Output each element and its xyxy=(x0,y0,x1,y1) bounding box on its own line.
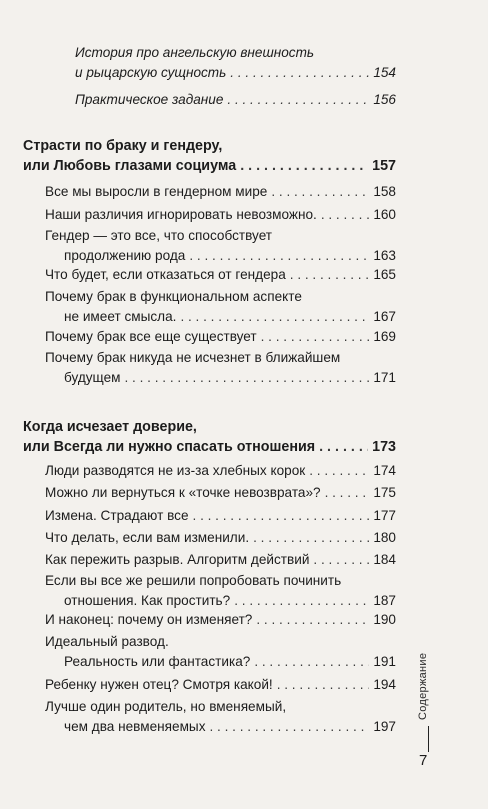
toc-entry-title: Наши различия игнорировать невозможно. xyxy=(45,207,317,222)
toc-entry-title: Как пережить разрыв. Алгоритм действий xyxy=(45,552,310,567)
toc-entry xyxy=(75,90,396,110)
dot-leader xyxy=(234,591,369,611)
toc-page-number: 197 xyxy=(373,719,396,734)
toc-entry xyxy=(45,571,396,611)
toc-page-number: 194 xyxy=(373,677,396,692)
toc-page-number: 187 xyxy=(373,593,396,608)
toc-entry-title-line: продолжению рода xyxy=(64,248,186,263)
toc-entry-title-line: История про ангельскую внешность xyxy=(75,45,315,60)
toc-page-number: 177 xyxy=(373,508,396,523)
chapter-title-line: Страсти по браку и гендеру, xyxy=(23,138,223,154)
toc-page-number: 180 xyxy=(373,530,396,545)
toc-entry xyxy=(45,550,396,570)
dot-leader xyxy=(193,506,370,526)
toc-entry-title-line: не имеет смысла. xyxy=(64,309,177,324)
toc-entry-title: Почему брак все еще существует xyxy=(45,329,257,344)
toc-entry xyxy=(45,675,396,695)
dot-leader xyxy=(271,182,369,202)
toc-page-number: 165 xyxy=(373,267,396,282)
toc-page-number: 158 xyxy=(373,184,396,199)
dot-leader xyxy=(256,610,369,630)
toc-entry-title-line: Идеальный развод. xyxy=(45,634,169,649)
toc-page-number: 173 xyxy=(372,439,396,455)
toc-entry xyxy=(45,461,396,481)
dot-leader xyxy=(290,265,370,285)
toc-entry xyxy=(45,483,396,503)
toc-page-number: 167 xyxy=(373,309,396,324)
toc-entry-title: Что будет, если отказаться от гендера xyxy=(45,267,286,282)
toc-entry xyxy=(45,348,396,388)
toc-page-number: 171 xyxy=(373,370,396,385)
dot-leader xyxy=(309,461,369,481)
toc-chapter-heading xyxy=(23,136,396,176)
dot-leader xyxy=(325,483,370,503)
toc-entry-title: Что делать, если вам изменили. xyxy=(45,530,250,545)
chapter-title-line: Когда исчезает доверие, xyxy=(23,419,197,435)
toc-page-number: 184 xyxy=(373,552,396,567)
chapter-title-line: или Всегда ли нужно спасать отношения xyxy=(23,439,316,455)
toc-entry-title: Практическое задание xyxy=(75,92,224,107)
page-number: 7 xyxy=(419,752,428,769)
toc-entry-title: Все мы выросли в гендерном мире xyxy=(45,184,268,199)
dot-leader xyxy=(313,550,369,570)
toc-entry xyxy=(75,43,396,83)
toc-entry-title: Измена. Страдают все xyxy=(45,508,189,523)
toc-entry-title: Люди разводятся не из-за хлебных корок xyxy=(45,463,306,478)
dot-leader xyxy=(253,528,369,548)
dot-leader xyxy=(321,205,369,225)
toc-entry xyxy=(45,265,396,285)
toc-entry-title-line: Если вы все же решили попробовать починить xyxy=(45,573,342,588)
toc-entry-title: Можно ли вернуться к «точке невозврата»? xyxy=(45,485,321,500)
toc-page-number: 169 xyxy=(373,329,396,344)
toc-entry-title-line: Почему брак никуда не исчезнет в ближайшем xyxy=(45,350,341,365)
toc-entry-title-line: Реальность или фантастика? xyxy=(64,654,251,669)
toc-entry-title-line: Лучше один родитель, но вменяемый, xyxy=(45,699,287,714)
dot-leader xyxy=(230,63,369,83)
toc-entry xyxy=(45,632,396,672)
toc-entry-title-line: и рыцарскую сущность xyxy=(75,65,227,80)
toc-page-number: 175 xyxy=(373,485,396,500)
toc-entry-title-line: Гендер — это все, что способствует xyxy=(45,228,273,243)
side-divider xyxy=(428,726,429,752)
dot-leader xyxy=(210,717,370,737)
toc-entry-title-line: отношения. Как простить? xyxy=(64,593,231,608)
toc-entry-title-line: Почему брак в функциональном аспекте xyxy=(45,289,302,304)
dot-leader xyxy=(261,327,370,347)
toc-entry xyxy=(45,610,396,630)
toc-entry xyxy=(45,287,396,327)
toc-page-number: 190 xyxy=(373,612,396,627)
toc-entry xyxy=(45,182,396,202)
dot-leader xyxy=(227,90,369,110)
toc-entry-title-line: чем два невменяемых xyxy=(64,719,206,734)
chapter-title-line: или Любовь глазами социума xyxy=(23,158,237,174)
dot-leader xyxy=(254,652,369,672)
dot-leader xyxy=(180,307,369,327)
toc-page-number: 191 xyxy=(373,654,396,669)
toc-page-number: 163 xyxy=(373,248,396,263)
toc-page-number: 174 xyxy=(373,463,396,478)
toc-page-number: 154 xyxy=(373,65,396,80)
toc-entry-title: Ребенку нужен отец? Смотря какой! xyxy=(45,677,273,692)
toc-entry xyxy=(45,528,396,548)
dot-leader xyxy=(319,437,368,457)
toc-entry xyxy=(45,697,396,737)
toc-page-number: 157 xyxy=(372,158,396,174)
toc-entry-title: И наконец: почему он изменяет? xyxy=(45,612,253,627)
dot-leader xyxy=(277,675,370,695)
toc-entry xyxy=(45,205,396,225)
toc-page-number: 160 xyxy=(373,207,396,222)
toc-entry xyxy=(45,226,396,266)
toc-entry-title-line: будущем xyxy=(64,370,121,385)
dot-leader xyxy=(240,156,368,176)
toc-chapter-heading xyxy=(23,417,396,457)
dot-leader xyxy=(189,246,369,266)
section-side-label: Содержание xyxy=(417,652,429,720)
toc-entry xyxy=(45,327,396,347)
toc-page-number: 156 xyxy=(373,92,396,107)
toc-entry xyxy=(45,506,396,526)
dot-leader xyxy=(125,368,370,388)
